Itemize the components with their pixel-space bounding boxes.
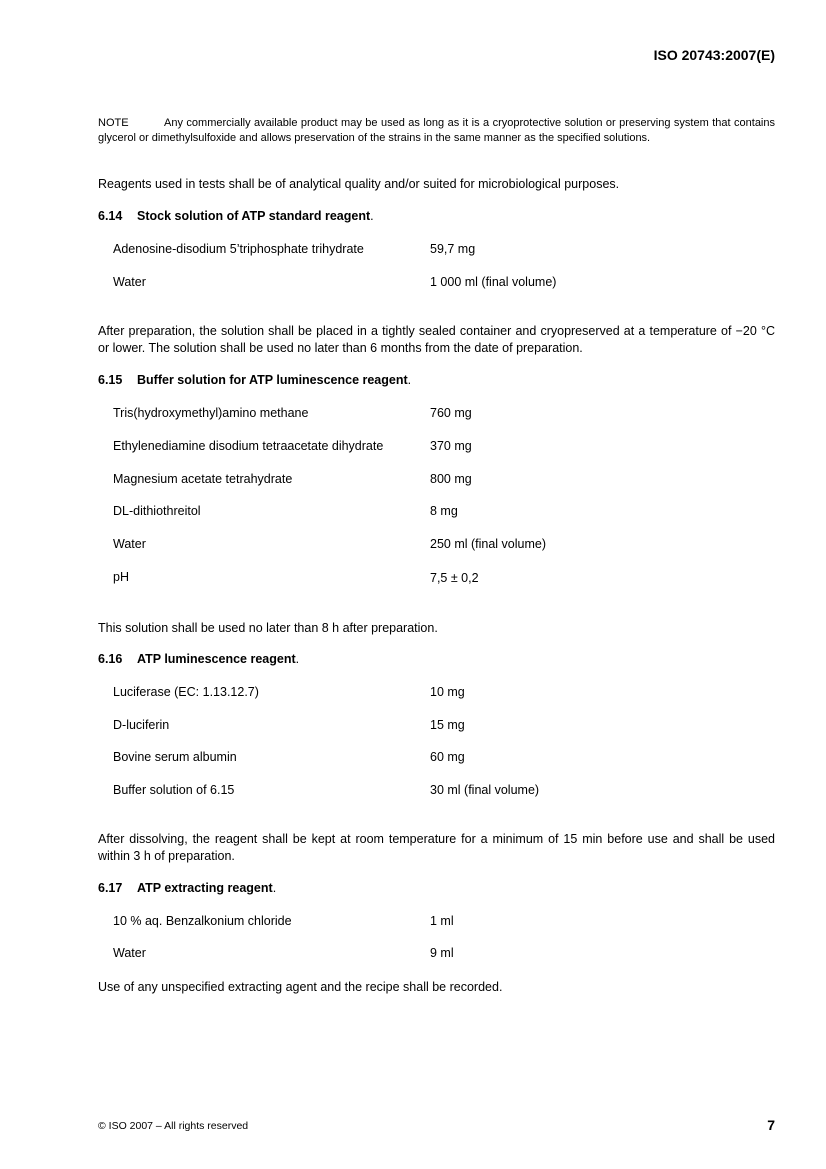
- reagent-amount: 8 mg: [430, 504, 458, 518]
- section-6-16-note: After dissolving, the reagent shall be kept at room temperature for a minimum of 15 min before use and shall be used within 3 h of preparation.: [98, 832, 775, 863]
- reagent-row: [113, 783, 713, 801]
- note-paragraph: [98, 116, 775, 146]
- section-6-14-heading: 6.14 Stock solution of ATP standard reagent.: [98, 209, 374, 223]
- copyright-footer: © ISO 2007 – All rights reserved: [98, 1120, 249, 1132]
- reagent-row: [113, 718, 713, 736]
- reagent-amount: 1 ml: [430, 914, 454, 928]
- reagent-amount: 10 mg: [430, 685, 465, 699]
- section-title: Buffer solution for ATP luminescence reagent: [137, 373, 408, 387]
- reagent-name: Water: [113, 275, 146, 289]
- section-number: 6.15: [98, 373, 123, 387]
- reagent-name: 10 % aq. Benzalkonium chloride: [113, 914, 292, 928]
- section-number: 6.16: [98, 652, 123, 666]
- reagents-paragraph: Reagents used in tests shall be of analytical quality and/or suited for microbiological purposes.: [98, 177, 620, 191]
- reagent-amount: 7,5 ± 0,2: [430, 571, 479, 585]
- reagent-row: [113, 570, 713, 588]
- reagent-name: pH: [113, 570, 129, 584]
- reagent-name: Bovine serum albumin: [113, 750, 237, 764]
- section-6-17-note: Use of any unspecified extracting agent and the recipe shall be recorded.: [98, 980, 503, 994]
- reagent-row: [113, 504, 713, 522]
- reagent-row: [113, 242, 713, 260]
- reagent-amount: 370 mg: [430, 439, 472, 453]
- section-6-15-heading: 6.15 Buffer solution for ATP luminescence reagent.: [98, 373, 412, 387]
- reagent-row: [113, 472, 713, 490]
- reagent-name: Tris(hydroxymethyl)amino methane: [113, 406, 309, 420]
- reagent-amount: 250 ml (final volume): [430, 537, 547, 551]
- page-number: 7: [767, 1117, 775, 1133]
- reagent-amount: 9 ml: [430, 946, 454, 960]
- reagent-name: Magnesium acetate tetrahydrate: [113, 472, 293, 486]
- reagent-amount: 760 mg: [430, 406, 472, 420]
- reagent-name: D-luciferin: [113, 718, 170, 732]
- note-text: Any commercially available product may be used as long as it is a cryoprotective solution or preserving system that contains glycerol or dimethylsulfoxide and allows preservation of the strains in the same manner as the specified solutions.: [98, 117, 775, 144]
- section-6-16-heading: 6.16 ATP luminescence reagent.: [98, 652, 300, 666]
- reagent-row: [113, 750, 713, 768]
- section-number: 6.17: [98, 881, 123, 895]
- section-6-14-note: After preparation, the solution shall be placed in a tightly sealed container and cryopreserved at a temperature of −20 °C or lower. The solution shall be used no later than 6 months from the date of preparation.: [98, 324, 775, 355]
- section-6-17-heading: 6.17 ATP extracting reagent.: [98, 881, 277, 895]
- reagent-row: [113, 946, 713, 964]
- section-title: ATP extracting reagent: [137, 881, 273, 895]
- section-6-15-note: This solution shall be used no later than 8 h after preparation.: [98, 621, 438, 635]
- reagent-amount: 15 mg: [430, 718, 465, 732]
- reagent-name: Buffer solution of 6.15: [113, 783, 235, 797]
- reagent-row: [113, 914, 713, 932]
- reagent-row: [113, 685, 713, 703]
- section-title: Stock solution of ATP standard reagent: [137, 209, 371, 223]
- reagent-name: Water: [113, 946, 146, 960]
- reagent-amount: 1 000 ml (final volume): [430, 275, 557, 289]
- reagent-name: Water: [113, 537, 146, 551]
- reagent-amount: 30 ml (final volume): [430, 783, 540, 797]
- document-id-header: ISO 20743:2007(E): [653, 47, 775, 63]
- reagent-row: [113, 439, 713, 457]
- section-number: 6.14: [98, 209, 123, 223]
- reagent-amount: 60 mg: [430, 750, 465, 764]
- reagent-name: Ethylenediamine disodium tetraacetate dihydrate: [113, 439, 384, 453]
- reagent-name: Adenosine-disodium 5’triphosphate trihydrate: [113, 242, 364, 256]
- section-title: ATP luminescence reagent: [137, 652, 296, 666]
- reagent-name: Luciferase (EC: 1.13.12.7): [113, 685, 259, 699]
- note-label: NOTE: [98, 117, 129, 129]
- reagent-name: DL-dithiothreitol: [113, 504, 201, 518]
- reagent-row: [113, 537, 713, 555]
- reagent-amount: 800 mg: [430, 472, 472, 486]
- reagent-row: [113, 275, 713, 293]
- reagent-amount: 59,7 mg: [430, 242, 476, 256]
- reagent-row: [113, 406, 713, 424]
